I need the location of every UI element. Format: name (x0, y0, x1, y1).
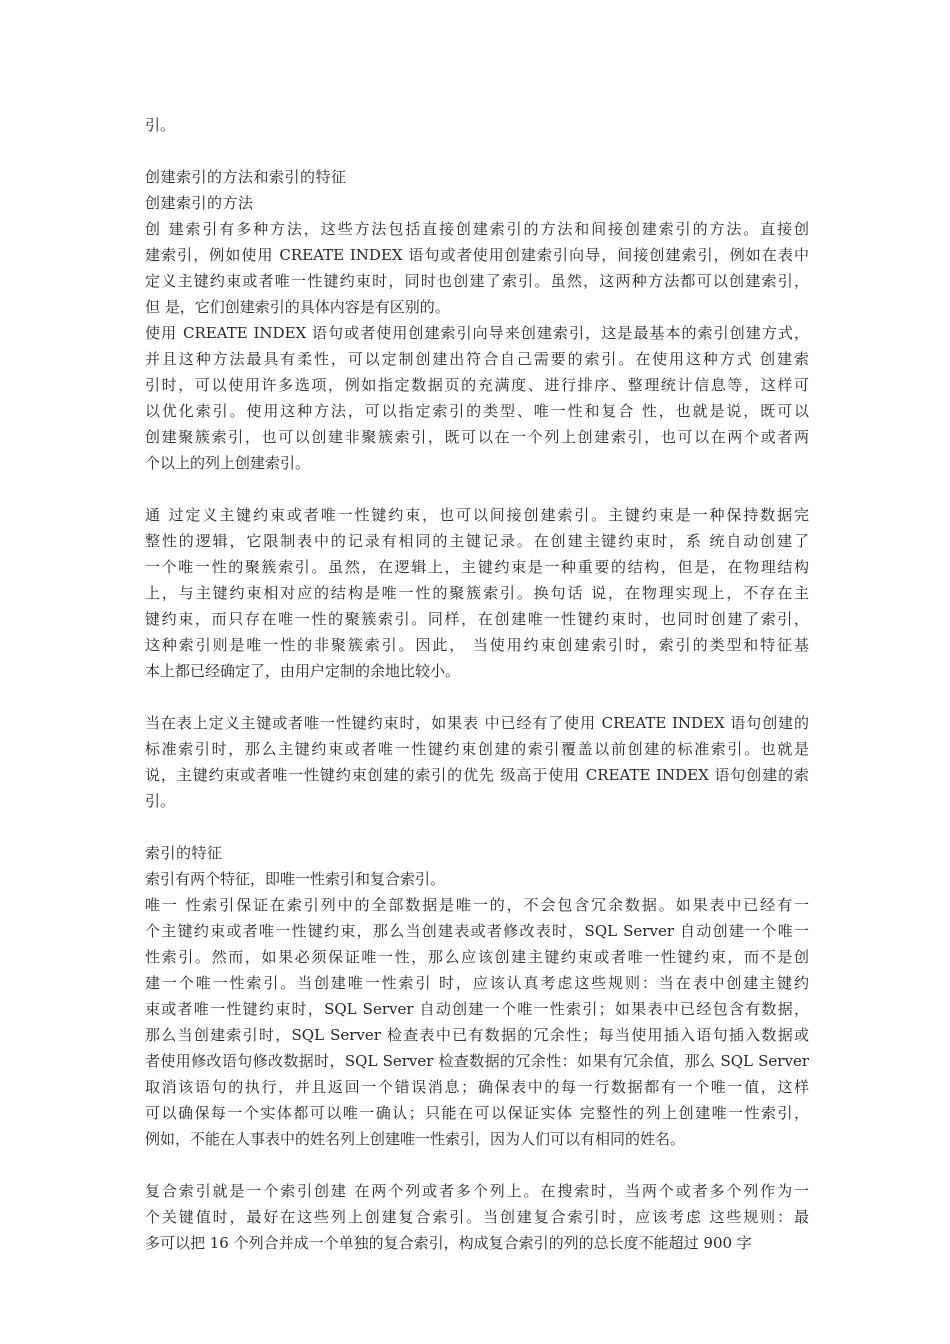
paragraph (145, 866, 809, 892)
paragraph-gap (145, 138, 809, 164)
text-line: 索引有两个特征，即唯一性索引和复合索引。 (145, 870, 446, 888)
paragraph (145, 892, 809, 1152)
text-line: 当在表上定义主键或者唯一性键约束时，如果表 中已经有了使用 CREATE INDEX 语句创建的 (145, 714, 809, 732)
text-line: 引。 (145, 116, 176, 134)
text-line: 束或者唯一性键约束时，SQL Server 自动创建一个唯一性索引；如果表中已经包含有数据， (145, 1000, 809, 1018)
paragraph (145, 320, 809, 476)
text-line: 并且这种方法最具有柔性，可以定制创建出符合自己需要的索引。在使用这种方式 创建索 (145, 350, 809, 368)
text-line: 以优化索引。使用这种方法，可以指定索引的类型、唯一性和复合 性，也就是说，既可以 (145, 402, 809, 420)
text-line: 上，与主键约束相对应的结构是唯一性的聚簇索引。换句话 说，在物理实现上，不存在主 (145, 584, 809, 602)
text-line: 创建索引的方法 (145, 194, 254, 212)
section-heading (145, 190, 809, 216)
text-line: 但 是，它们创建索引的具体内容是有区别的。 (145, 298, 450, 316)
paragraph (145, 216, 809, 320)
text-line: 个主键约束或者唯一性键约束，那么当创建表或者修改表时，SQL Server 自动创建一个唯一 (145, 922, 809, 940)
paragraph (145, 502, 809, 684)
text-line: 整性的逻辑，它限制表中的记录有相同的主键记录。在创建主键约束时，系 统自动创建了 (145, 532, 809, 550)
text-line: 标准索引时，那么主键约束或者唯一性键约束创建的索引覆盖以前创建的标准索引。也就是 (145, 740, 809, 758)
text-line: 创建聚簇索引，也可以创建非聚簇索引，既可以在一个列上创建索引，也可以在两个或者两 (145, 428, 809, 446)
paragraph-gap (145, 814, 809, 840)
text-line: 使用 CREATE INDEX 语句或者使用创建索引向导来创建索引，这是最基本的索引创建方式， (145, 324, 809, 342)
text-line: 索引的特征 (145, 844, 223, 862)
text-line: 说，主键约束或者唯一性键约束创建的索引的优先 级高于使用 CREATE INDEX 语句创建的索 (145, 766, 809, 784)
text-line: 复合索引就是一个索引创建 在两个列或者多个列上。在搜索时，当两个或者多个列作为一 (145, 1182, 809, 1200)
paragraph-gap (145, 684, 809, 710)
paragraph (145, 112, 809, 138)
paragraph-gap (145, 476, 809, 502)
text-line: 者使用修改语句修改数据时，SQL Server 检查数据的冗余性：如果有冗余值，那么 SQL Server (145, 1052, 809, 1070)
text-line: 创 建索引有多种方法，这些方法包括直接创建索引的方法和间接创建索引的方法。直接创 (145, 220, 809, 238)
text-line: 取消该语句的执行，并且返回一个错误消息；确保表中的每一行数据都有一个唯一值，这样 (145, 1078, 809, 1096)
paragraph-gap (145, 1152, 809, 1178)
text-line: 个关键值时，最好在这些列上创建复合索引。当创建复合索引时，应该考虑 这些规则：最 (145, 1208, 809, 1226)
text-line: 这种索引则是唯一性的非聚簇索引。因此， 当使用约束创建索引时，索引的类型和特征基 (145, 636, 809, 654)
text-line: 建索引，例如使用 CREATE INDEX 语句或者使用创建索引向导，间接创建索引，例如在表中 (145, 246, 809, 264)
text-line: 多可以把 16 个列合并成一个单独的复合索引，构成复合索引的列的总长度不能超过 900 字 (145, 1234, 752, 1252)
text-line: 建一个唯一性索引。当创建唯一性索引 时，应该认真考虑这些规则：当在表中创建主键约 (145, 974, 809, 992)
text-line: 个以上的列上创建索引。 (145, 454, 311, 472)
text-line: 性索引。然而，如果必须保证唯一性，那么应该创建主键约束或者唯一性键约束，而不是创 (145, 948, 809, 966)
text-line: 创建索引的方法和索引的特征 (145, 168, 347, 186)
text-line: 可以确保每一个实体都可以唯一确认；只能在可以保证实体 完整性的列上创建唯一性索引， (145, 1104, 809, 1122)
section-heading (145, 840, 809, 866)
paragraph (145, 1178, 809, 1256)
text-line: 例如，不能在人事表中的姓名列上创建唯一性索引，因为人们可以有相同的姓名。 (145, 1130, 686, 1148)
text-line: 一个唯一性的聚簇索引。虽然，在逻辑上，主键约束是一种重要的结构，但是，在物理结构 (145, 558, 809, 576)
paragraph (145, 710, 809, 814)
text-line: 唯一 性索引保证在索引列中的全部数据是唯一的，不会包含冗余数据。如果表中已经有一 (145, 896, 809, 914)
document-page (145, 112, 809, 1256)
text-line: 引时，可以使用许多选项，例如指定数据页的充满度、进行排序、整理统计信息等，这样可 (145, 376, 809, 394)
section-heading (145, 164, 809, 190)
text-line: 键约束，而只存在唯一性的聚簇索引。同样，在创建唯一性键约束时，也同时创建了索引， (145, 610, 809, 628)
text-line: 本上都已经确定了，由用户定制的余地比较小。 (145, 662, 461, 680)
text-line: 定义主键约束或者唯一性键约束时，同时也创建了索引。虽然，这两种方法都可以创建索引， (145, 272, 809, 290)
text-line: 那么当创建索引时，SQL Server 检查表中已有数据的冗余性；每当使用插入语句插入数据或 (145, 1026, 809, 1044)
text-line: 通 过定义主键约束或者唯一性键约束，也可以间接创建索引。主键约束是一种保持数据完 (145, 506, 809, 524)
text-line: 引。 (145, 792, 176, 810)
